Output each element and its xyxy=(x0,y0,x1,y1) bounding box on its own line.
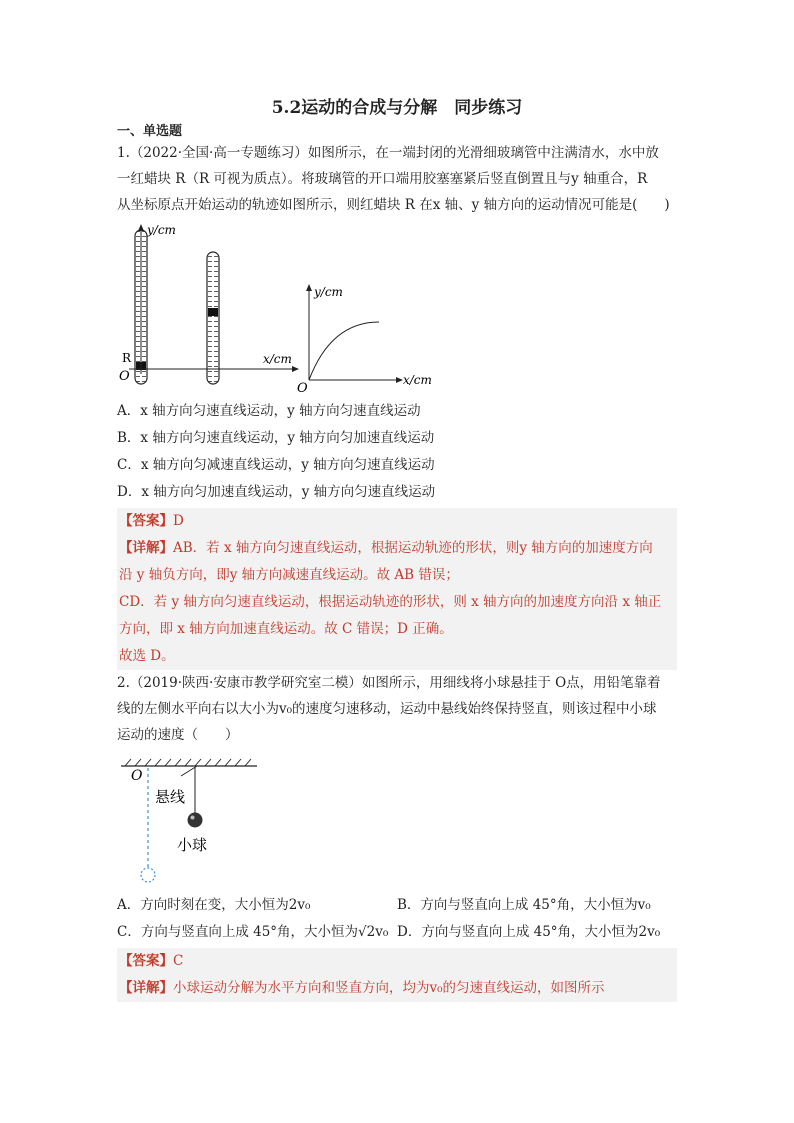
q2-option-b: B．方向与竖直向上成 45°角，大小恒为v₀ xyxy=(397,897,651,913)
q1-option-d: D．x 轴方向匀加速直线运动，y 轴方向匀速直线运动 xyxy=(117,484,436,500)
q1-option-a: A．x 轴方向匀速直线运动，y 轴方向匀速直线运动 xyxy=(117,403,421,419)
ball xyxy=(188,813,203,828)
q1-detail-line: 【详解】AB．若 x 轴方向匀速直线运动，根据运动轨迹的形状，则y 轴方向的加速度方向 xyxy=(119,540,653,556)
q2-option-d: D．方向与竖直向上成 45°角，大小恒为2v₀ xyxy=(397,924,661,940)
origin-label-left: O xyxy=(119,369,130,384)
q2-stem-line: 线的左侧水平向右以大小为v₀的速度匀速移动，运动中悬线始终保持竖直，则该过程中小球 xyxy=(117,701,657,717)
q1-answer-box xyxy=(117,508,677,670)
trajectory-curve xyxy=(309,322,379,380)
question-2 xyxy=(117,670,677,1002)
q1-stem-line: 从坐标原点开始运动的轨迹如图所示，则红蜡块 R 在x 轴、y 轴方向的运动情况可能是( ) xyxy=(117,197,670,213)
section-heading: 一、单选题 xyxy=(117,124,183,139)
trajectory-graph xyxy=(297,284,432,394)
q2-answer: 【答案】C xyxy=(119,953,184,969)
q1-option-c: C．x 轴方向匀减速直线运动，y 轴方向匀速直线运动 xyxy=(117,457,435,473)
q2-answer-box xyxy=(117,948,677,1002)
point-o-label: O xyxy=(131,768,143,784)
q1-detail-line: 沿 y 轴负方向，即y 轴方向减速直线运动。故 AB 错误； xyxy=(119,567,459,583)
q2-options-row-1 xyxy=(117,892,677,919)
x-axis-label-left: x/cm xyxy=(263,352,292,366)
q2-stem-line: 运动的速度（ ） xyxy=(117,727,239,743)
q2-option-a: A．方向时刻在变，大小恒为2v₀ xyxy=(117,897,311,913)
initial-ball-dashed xyxy=(141,868,155,882)
ball-label: 小球 xyxy=(177,836,208,854)
question-1 xyxy=(117,140,677,670)
q1-detail-line: 故选 D。 xyxy=(119,648,175,664)
q1-detail-line: CD．若 y 轴方向匀速直线运动，根据运动轨迹的形状，则 x 轴方向的加速度方向沿 x 轴正 xyxy=(119,594,662,610)
worksheet-page xyxy=(117,96,677,1002)
y-axis-label-left: y/cm xyxy=(147,224,176,237)
ceiling xyxy=(121,759,257,766)
q1-option-b: B．x 轴方向匀速直线运动，y 轴方向匀加速直线运动 xyxy=(117,430,435,446)
q1-stem-line: 1.（2022·全国·高一专题练习）如图所示，在一端封闭的光滑细玻璃管中注满清水，水中放 xyxy=(117,145,659,161)
q1-detail-line: 方向，即 x 轴方向加速直线运动。故 C 错误；D 正确。 xyxy=(119,621,453,637)
string-label: 悬线 xyxy=(155,788,186,806)
q2-option-c: C．方向与竖直向上成 45°角，大小恒为√2v₀ xyxy=(117,924,389,940)
q2-detail-line: 【详解】小球运动分解为水平方向和竖直方向，均为v₀的匀速直线运动，如图所示 xyxy=(119,980,605,996)
q1-figure xyxy=(117,224,447,394)
r-label: R xyxy=(122,351,132,365)
origin-label-right: O xyxy=(297,381,308,394)
page-title: 5.2运动的合成与分解 同步练习 xyxy=(271,98,523,118)
q2-stem-line: 2.（2019·陕西·安康市教学研究室二模）如图所示，用细线将小球悬挂于 O点，用铅笔靠着 xyxy=(117,675,661,691)
q2-options-row-2 xyxy=(117,919,677,946)
y-axis-label-right: y/cm xyxy=(314,285,343,299)
glass-tube-right xyxy=(207,252,219,384)
x-axis-label-right: x/cm xyxy=(403,373,432,387)
q1-answer: 【答案】D xyxy=(119,513,184,529)
q1-stem-line: 一红蜡块 R（R 可视为质点）。将玻璃管的开口端用胶塞塞紧后竖直倒置且与y 轴重合，R xyxy=(117,171,648,187)
q2-figure xyxy=(117,756,267,888)
